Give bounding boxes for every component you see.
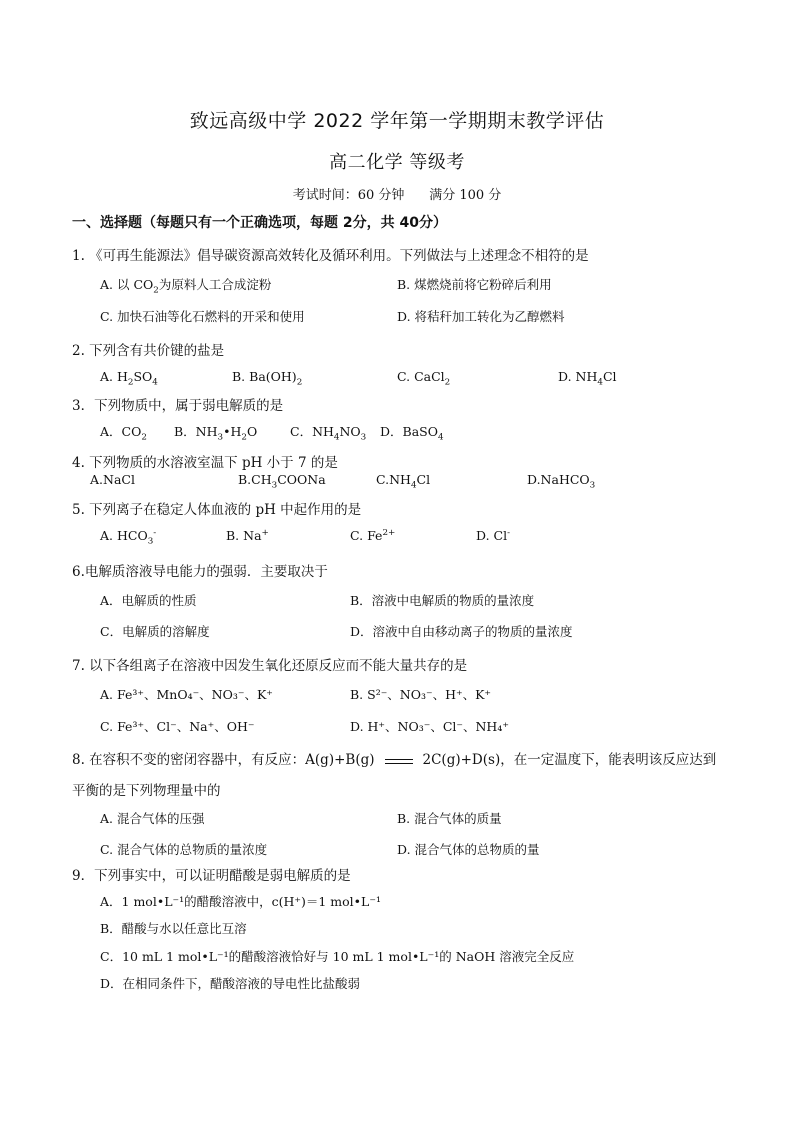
question-9-option-a: A．1 mol•L⁻¹的醋酸溶液中，c(H⁺)＝1 mol•L⁻¹ xyxy=(100,894,381,909)
question-7-option-b: B. S²⁻、NO₃⁻、H⁺、K⁺ xyxy=(350,687,492,702)
question-2-option-a: A. $H_2SO_4$ xyxy=(100,369,158,388)
question-7-option-c: C. Fe³⁺、Cl⁻、Na⁺、OH⁻ xyxy=(100,719,255,734)
question-9-option-b: B．醋酸与水以任意比互溶 xyxy=(100,921,247,936)
question-5-option-c: C. $Fe^{2+}$ xyxy=(350,528,396,544)
question-4-option-d: D.NaHCO$_3$ xyxy=(527,472,596,491)
question-5-option-a: A. $HCO_3^-$ xyxy=(100,528,157,547)
question-1-option-a: A. 以 $CO_2$为原料人工合成淀粉 xyxy=(100,277,272,296)
question-6-option-c: C．电解质的溶解度 xyxy=(100,624,210,639)
question-5-stem: 5. 下列离子在稳定人体血液的 pH 中起作用的是 xyxy=(72,502,362,518)
question-9-option-c: C．10 mL 1 mol•L⁻¹的醋酸溶液恰好与 10 mL 1 mol•L⁻¹的 NaOH 溶液完全反应 xyxy=(100,949,575,964)
question-7-option-a: A. Fe³⁺、MnO₄⁻、NO₃⁻、K⁺ xyxy=(100,687,273,702)
question-2-option-b: B. $Ba(OH)_2$ xyxy=(232,369,303,388)
question-2-option-d: D. $NH_4Cl$ xyxy=(558,369,617,388)
question-2-option-c: C. CaCl$_2$ xyxy=(397,369,451,388)
question-8-option-b: B. 混合气体的质量 xyxy=(397,811,502,826)
exam-title: 致远高级中学 2022 学年第一学期期末教学评估 xyxy=(189,110,605,132)
exam-info xyxy=(0,184,794,203)
question-7-stem: 7. 以下各组离子在溶液中因发生氧化还原反应而不能大量共存的是 xyxy=(72,658,468,674)
section-heading: 一、选择题（每题只有一个正确选项，每题 2分，共 40分） xyxy=(72,215,447,231)
question-5-option-d: D. Cl- xyxy=(476,528,511,544)
question-3-option-a: A．$CO_2$ xyxy=(100,424,147,443)
question-3-stem: 3．下列物质中，属于弱电解质的是 xyxy=(72,398,284,414)
question-7-option-d: D. H⁺、NO₃⁻、Cl⁻、NH₄⁺ xyxy=(350,719,509,734)
question-6-option-b: B．溶液中电解质的物质的量浓度 xyxy=(350,593,535,608)
equilibrium-arrow-icon xyxy=(385,757,413,765)
question-6-option-d: D．溶液中自由移动离子的物质的量浓度 xyxy=(350,624,573,639)
question-3-option-b: B．$NH_3•H_2O$ xyxy=(174,424,258,443)
question-1-stem: 1. 《可再生能源法》倡导碳资源高效转化及循环利用。下列做法与上述理念不相符的是 xyxy=(72,248,589,264)
question-5-option-b: B. Na+ xyxy=(226,528,269,544)
question-8-stem-line2: 平衡的是下列物理量中的 xyxy=(72,783,221,799)
question-9-option-d: D．在相同条件下，醋酸溶液的导电性比盐酸弱 xyxy=(100,976,361,991)
question-4-option-c: $C.NH_4Cl$ xyxy=(376,472,431,491)
question-4-option-a: A.NaCl xyxy=(90,472,135,487)
question-1-option-c: C. 加快石油等化石燃料的开采和使用 xyxy=(100,309,305,324)
question-2-stem: 2. 下列含有共价键的盐是 xyxy=(72,343,225,359)
question-1-option-b: B. 煤燃烧前将它粉碎后利用 xyxy=(397,277,552,292)
question-6-option-a: A．电解质的性质 xyxy=(100,593,197,608)
full-score: 满分 100 分 xyxy=(429,188,502,203)
question-3-option-d: D．BaSO$_4$ xyxy=(380,424,444,443)
question-8-option-c: C. 混合气体的总物质的量浓度 xyxy=(100,842,268,857)
question-6-stem: 6.电解质溶液导电能力的强弱．主要取决于 xyxy=(72,564,328,580)
question-4-option-b: $B.CH_3COONa$ xyxy=(238,472,326,491)
exam-subtitle: 高二化学 等级考 xyxy=(329,152,465,173)
exam-time: 考试时间：60 分钟 xyxy=(292,188,405,203)
question-3-option-c: C．$NH_4NO_3$ xyxy=(290,424,367,443)
question-4-stem: 4. 下列物质的水溶液室温下 pH 小于 7 的是 xyxy=(72,455,338,471)
question-8-option-a: A. 混合气体的压强 xyxy=(100,811,205,826)
question-8-option-d: D. 混合气体的总物质的量 xyxy=(397,842,540,857)
question-9-stem: 9．下列事实中，可以证明醋酸是弱电解质的是 xyxy=(72,868,351,884)
question-1-option-d: D. 将秸秆加工转化为乙醇燃料 xyxy=(397,309,565,324)
question-8-stem: 8. 在容积不变的密闭容器中，有反应：A(g)+B(g) 2C(g)+D(s)，在一定温度下，能表明该反应达到 xyxy=(72,752,717,768)
